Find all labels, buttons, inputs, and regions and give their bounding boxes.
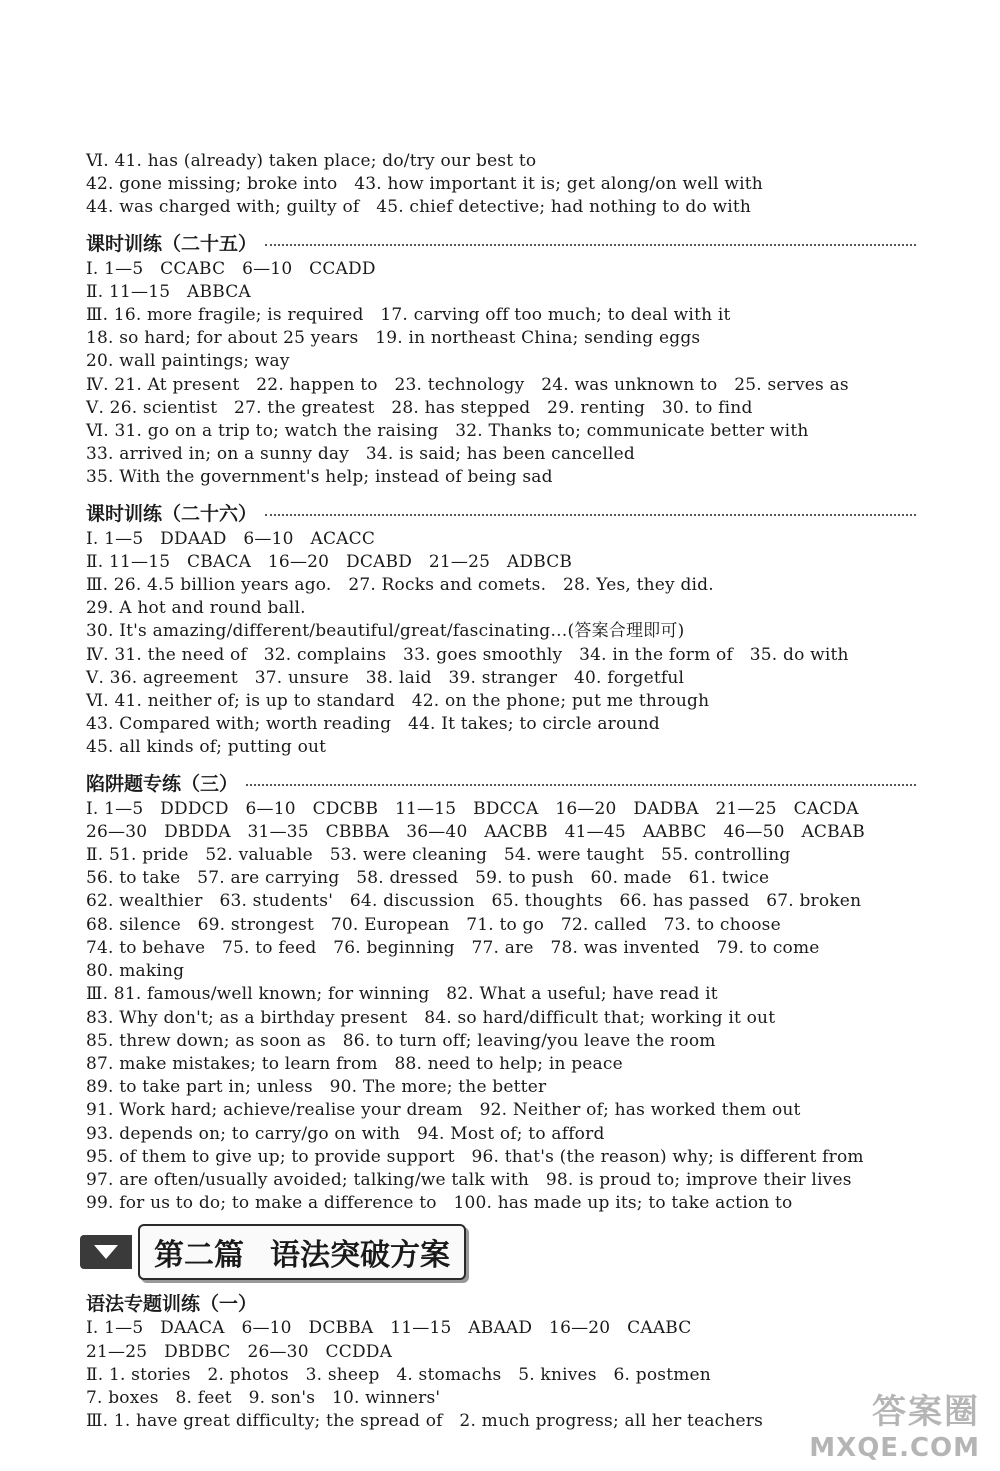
answer-line: Ⅳ. 21. At present 22. happen to 23. technology 24. was unknown to 25. serves as <box>86 374 849 395</box>
chapter-name: 语法突破方案 <box>270 1238 450 1274</box>
section-header <box>86 770 916 796</box>
section-lesson-26 <box>86 500 916 760</box>
section-title: 课时训练（二十六） <box>86 503 258 526</box>
dotted-divider <box>246 784 916 786</box>
answer-line: 91. Work hard; achieve/realise your dream 92. Neither of; has worked them out <box>86 1100 801 1121</box>
answer-line: 29. A hot and round ball. <box>86 598 306 619</box>
watermark-logo <box>809 1384 980 1463</box>
answer-line: 42. gone missing; broke into 43. how important it is; get along/on well with <box>86 174 763 195</box>
answer-page <box>86 150 916 1433</box>
section-title: 语法专题训练（一） <box>86 1292 258 1315</box>
answer-line: Ⅴ. 36. agreement 37. unsure 38. laid 39. stranger 40. forgetful <box>86 667 685 688</box>
answer-line: 97. are often/usually avoided; talking/we talk with 98. is proud to; improve their lives <box>86 1169 852 1190</box>
answer-line: 87. make mistakes; to learn from 88. need to help; in peace <box>86 1053 623 1074</box>
chapter-part: 第二篇 <box>154 1238 244 1274</box>
answer-line: 30. It's amazing/different/beautiful/great/fascinating…(答案合理即可) <box>86 621 685 642</box>
answer-line: Ⅴ. 26. scientist 27. the greatest 28. has stepped 29. renting 30. to find <box>86 397 753 418</box>
answer-line: 80. making <box>86 961 185 982</box>
section-trap-practice-3 <box>86 770 916 1216</box>
section-header <box>86 500 916 526</box>
answer-line: Ⅲ. 81. famous/well known; for winning 82. What a useful; have read it <box>86 984 718 1005</box>
section-header <box>86 230 916 256</box>
answer-line: Ⅳ. 31. the need of 32. complains 33. goes smoothly 34. in the form of 35. do with <box>86 644 849 665</box>
answer-line: Ⅰ. 1—5 DAACA 6—10 DCBBA 11—15 ABAAD 16—20 CAABC <box>86 1318 692 1339</box>
answer-line: 93. depends on; to carry/go on with 94. Most of; to afford <box>86 1123 605 1144</box>
answer-line: Ⅵ. 41. has (already) taken place; do/try our best to <box>86 151 537 171</box>
section-grammar-1 <box>86 1289 916 1433</box>
answer-line: Ⅱ. 11—15 CBACA 16—20 DCABD 21—25 ADBCB <box>86 551 573 572</box>
answer-line: Ⅲ. 1. have great difficulty; the spread of 2. much progress; all her teachers <box>86 1411 764 1432</box>
answer-line: 56. to take 57. are carrying 58. dressed 59. to push 60. made 61. twice <box>86 868 770 889</box>
answer-line: Ⅲ. 16. more fragile; is required 17. carving off too much; to deal with it <box>86 305 731 326</box>
dotted-divider <box>265 514 916 516</box>
answer-line: 7. boxes 8. feet 9. son's 10. winners' <box>86 1387 441 1408</box>
answer-line: 68. silence 69. strongest 70. European 71. to go 72. called 73. to choose <box>86 914 781 935</box>
answer-line: 89. to take part in; unless 90. The more; the better <box>86 1077 547 1098</box>
intro-block <box>86 150 916 220</box>
answer-line: 74. to behave 75. to feed 76. beginning 77. are 78. was invented 79. to come <box>86 937 820 958</box>
answer-line: Ⅱ. 1. stories 2. photos 3. sheep 4. stomachs 5. knives 6. postmen <box>86 1364 711 1385</box>
answer-line: Ⅲ. 26. 4.5 billion years ago. 27. Rocks and comets. 28. Yes, they did. <box>86 575 714 596</box>
answer-line: Ⅱ. 11—15 ABBCA <box>86 281 251 302</box>
answer-line: 83. Why don't; as a birthday present 84. so hard/difficult that; working it out <box>86 1007 776 1028</box>
answer-line: Ⅰ. 1—5 CCABC 6—10 CCADD <box>86 258 376 279</box>
answer-line: 99. for us to do; to make a difference to 100. has made up its; to take action to <box>86 1193 793 1214</box>
answer-line: 26—30 DBDDA 31—35 CBBBA 36—40 AACBB 41—45 AABBC 46—50 ACBAB <box>86 821 865 842</box>
answer-line: 21—25 DBDBC 26—30 CCDDA <box>86 1341 393 1362</box>
answer-line: 20. wall paintings; way <box>86 351 290 372</box>
answer-line: 43. Compared with; worth reading 44. It takes; to circle around <box>86 714 660 735</box>
arrow-down-icon <box>80 1235 132 1269</box>
answer-line: 95. of them to give up; to provide support 96. that's (the reason) why; is different from <box>86 1146 864 1167</box>
answer-line: Ⅰ. 1—5 DDDCD 6—10 CDCBB 11—15 BDCCA 16—20 DADBA 21—25 CACDA <box>86 798 859 819</box>
answer-line: 33. arrived in; on a sunny day 34. is said; has been cancelled <box>86 444 635 465</box>
answer-line: 18. so hard; for about 25 years 19. in northeast China; sending eggs <box>86 328 701 349</box>
section-title: 课时训练（二十五） <box>86 233 258 256</box>
section-lesson-25 <box>86 230 916 490</box>
chapter-title-box <box>138 1224 466 1280</box>
answer-line: 44. was charged with; guilty of 45. chief detective; had nothing to do with <box>86 197 752 218</box>
watermark-en: MXQE.COM <box>809 1433 980 1463</box>
section-title: 陷阱题专练（三） <box>86 773 239 796</box>
answer-line: Ⅵ. 31. go on a trip to; watch the raising 32. Thanks to; communicate better with <box>86 421 809 442</box>
answer-line: 85. threw down; as soon as 86. to turn off; leaving/you leave the room <box>86 1030 716 1051</box>
dotted-divider <box>265 244 916 246</box>
answer-line: Ⅱ. 51. pride 52. valuable 53. were cleaning 54. were taught 55. controlling <box>86 845 791 866</box>
watermark-cn: 答案圈 <box>872 1392 980 1432</box>
answer-line: 45. all kinds of; putting out <box>86 737 327 758</box>
answer-line: Ⅵ. 41. neither of; is up to standard 42. on the phone; put me through <box>86 691 710 712</box>
answer-line: 62. wealthier 63. students' 64. discussion 65. thoughts 66. has passed 67. broken <box>86 891 862 912</box>
answer-line: Ⅰ. 1—5 DDAAD 6—10 ACACC <box>86 528 376 549</box>
chapter-banner <box>86 1225 916 1279</box>
section-header <box>86 1289 916 1315</box>
answer-line: 35. With the government's help; instead of being sad <box>86 467 553 488</box>
